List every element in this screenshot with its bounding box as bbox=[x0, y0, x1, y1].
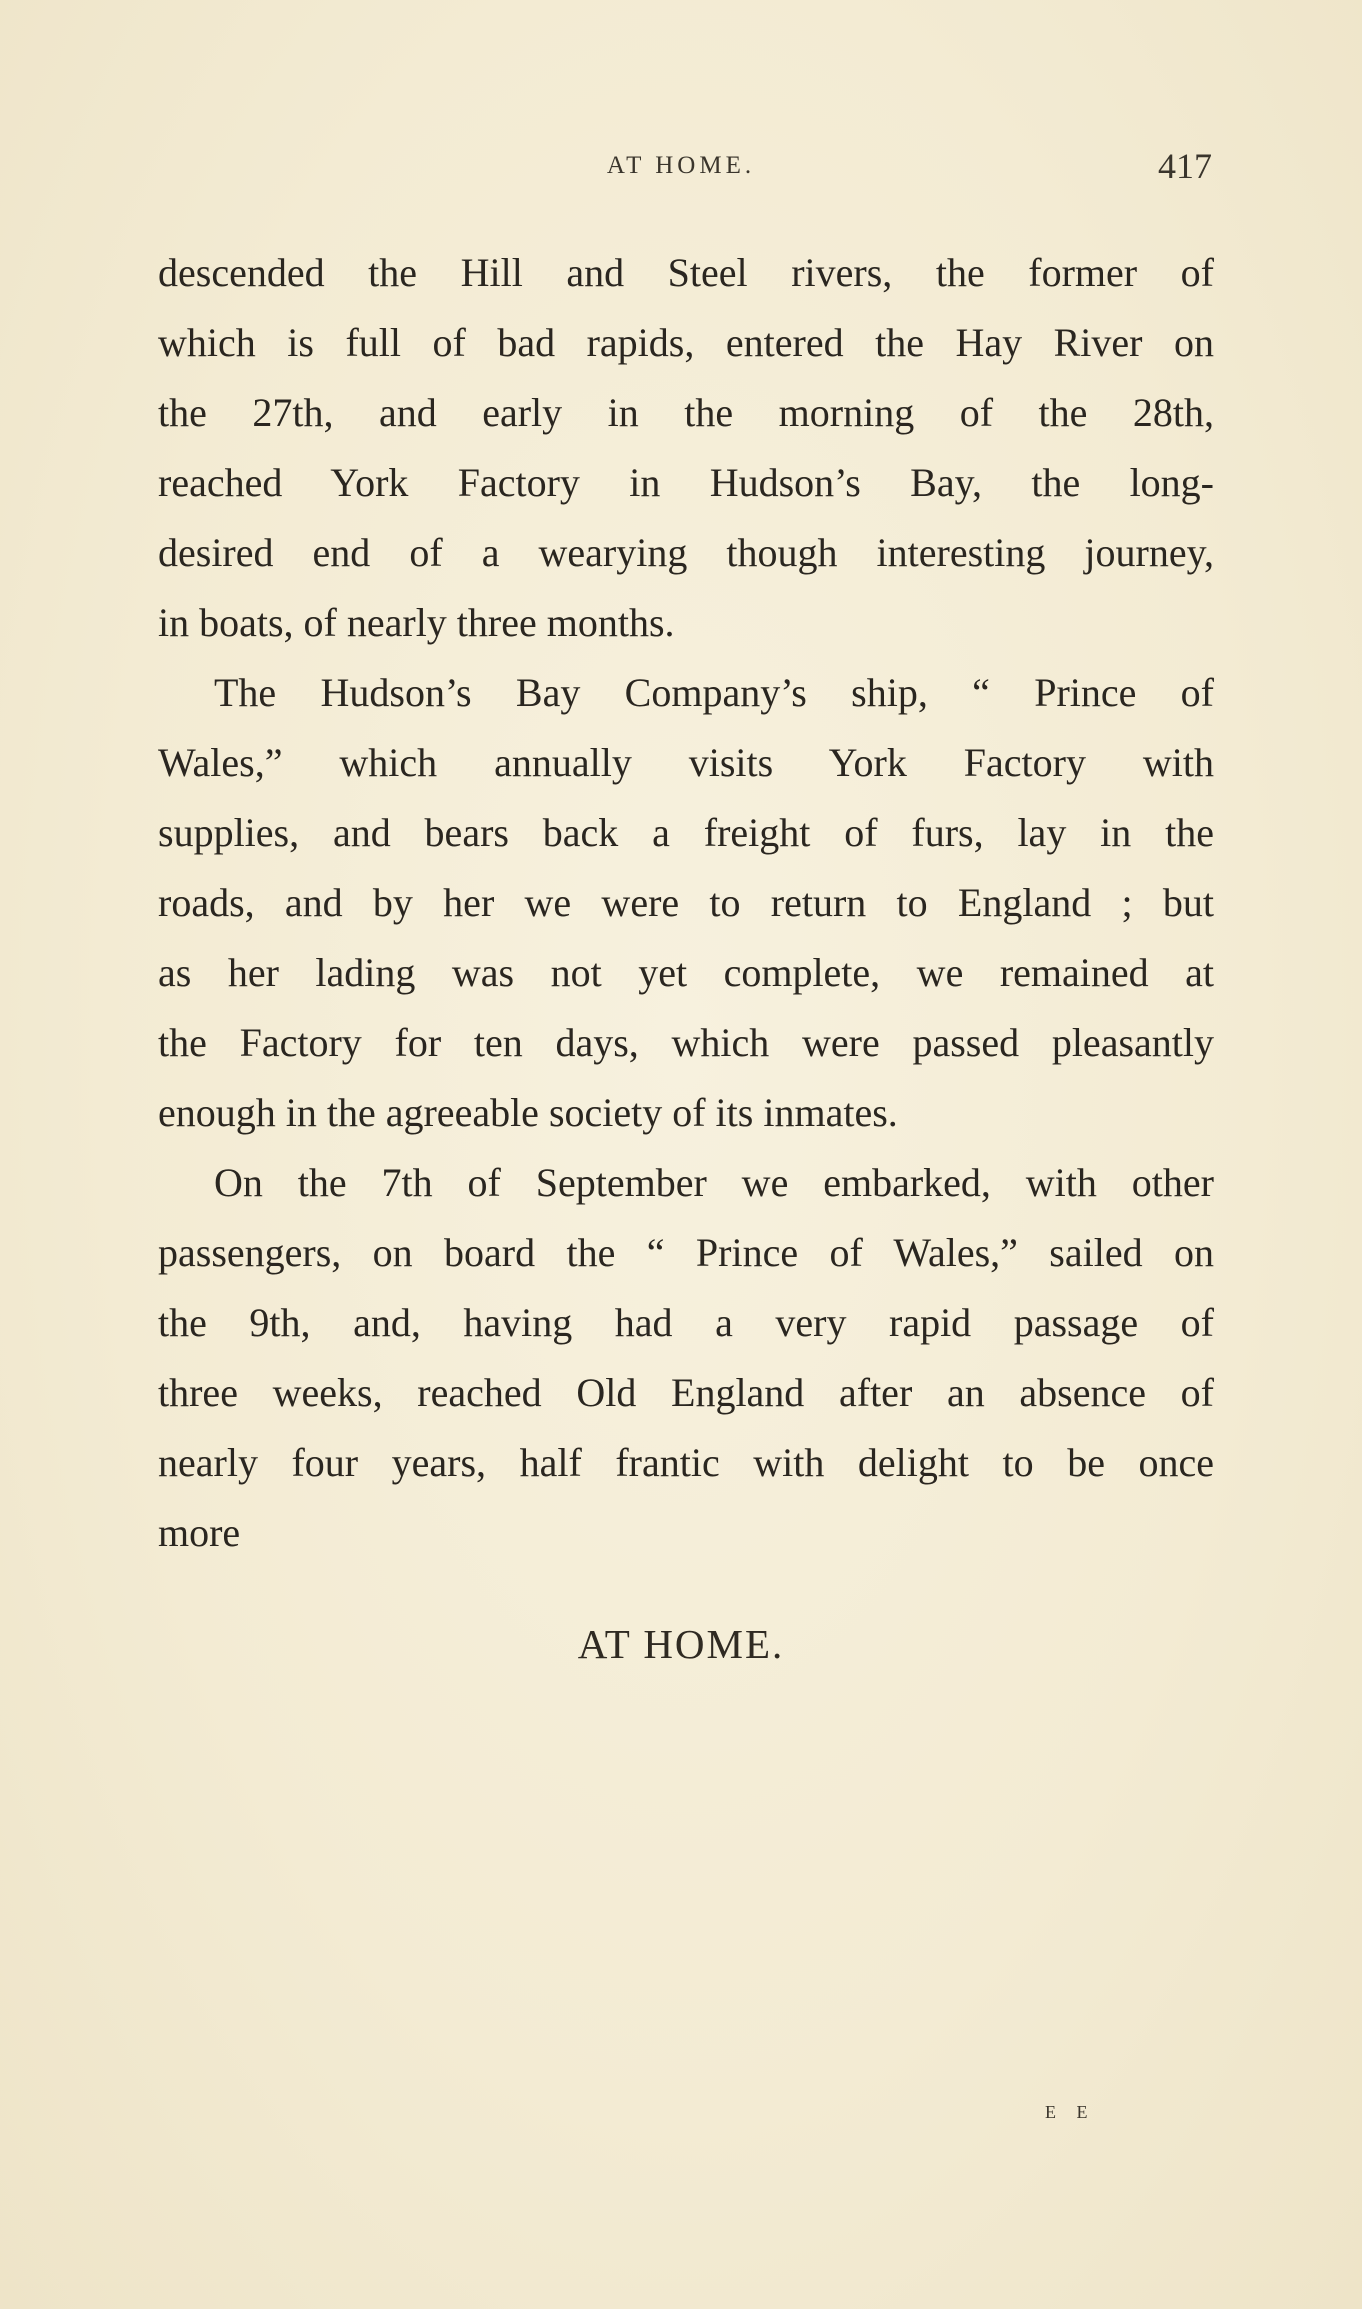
text-line: as her lading was not yet complete, we remained at bbox=[158, 950, 1214, 995]
page-number: 417 bbox=[1158, 146, 1212, 186]
text-line: desired end of a wearying though interesting journey, bbox=[158, 530, 1214, 575]
text-line: passengers, on board the “ Prince of Wales,” sailed on bbox=[158, 1230, 1214, 1275]
text-line: the Factory for ten days, which were passed pleasantly bbox=[158, 1020, 1214, 1065]
body-text bbox=[158, 238, 1214, 1568]
section-heading: AT HOME. bbox=[577, 1621, 785, 1667]
text-line: reached York Factory in Hudson’s Bay, the long- bbox=[158, 460, 1214, 505]
text-line: The Hudson’s Bay Company’s ship, “ Prince of bbox=[214, 670, 1214, 715]
text-line: On the 7th of September we embarked, with other bbox=[214, 1160, 1214, 1205]
running-title: AT HOME. bbox=[606, 152, 756, 179]
text-line: descended the Hill and Steel rivers, the former of bbox=[158, 250, 1214, 295]
text-line: the 27th, and early in the morning of the 28th, bbox=[158, 390, 1214, 435]
signature-mark: E E bbox=[1045, 2102, 1096, 2122]
text-line: enough in the agreeable society of its inmates. bbox=[158, 1090, 898, 1135]
text-line: supplies, and bears back a freight of furs, lay in the bbox=[158, 810, 1214, 855]
text-line: three weeks, reached Old England after an absence of bbox=[158, 1370, 1214, 1415]
text-line: more bbox=[158, 1510, 241, 1555]
text-line: in boats, of nearly three months. bbox=[158, 600, 675, 645]
text-line: nearly four years, half frantic with delight to be once bbox=[158, 1440, 1214, 1485]
text-line: the 9th, and, having had a very rapid passage of bbox=[158, 1300, 1214, 1345]
text-line: which is full of bad rapids, entered the Hay River on bbox=[158, 320, 1214, 365]
text-line: Wales,” which annually visits York Factory with bbox=[158, 740, 1214, 785]
text-line: roads, and by her we were to return to England ; but bbox=[158, 880, 1214, 925]
